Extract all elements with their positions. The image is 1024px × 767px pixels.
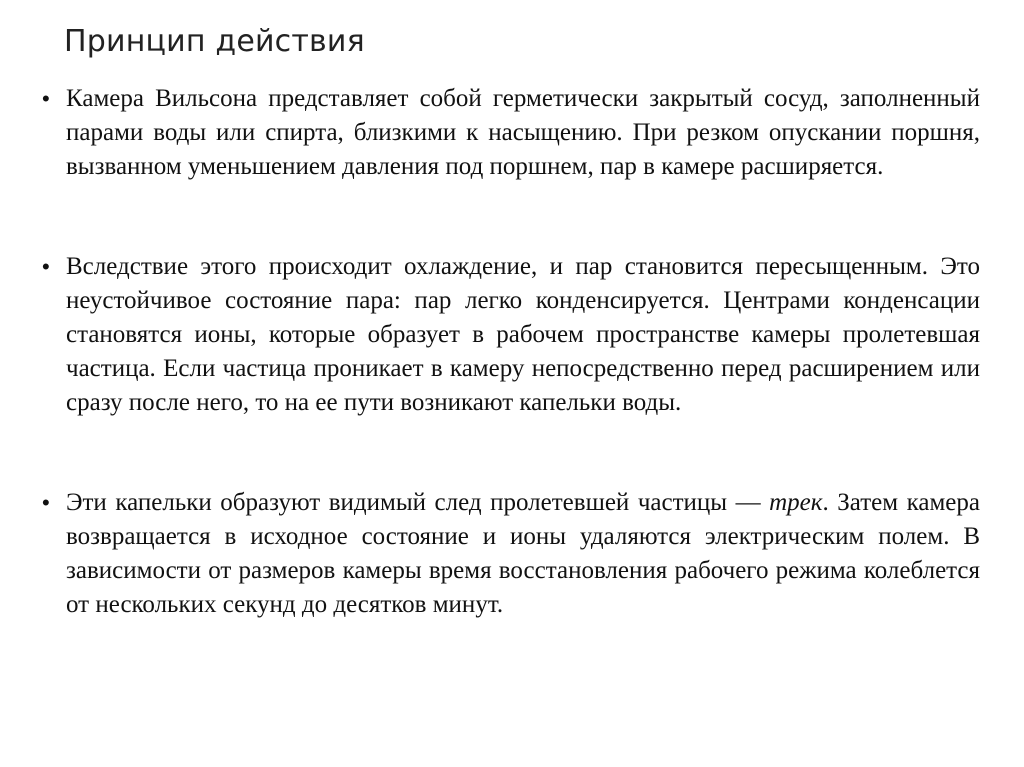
bullet-icon: •: [42, 254, 50, 279]
bullet-text-before: Эти капельки образуют видимый след пролетевшей частицы —: [66, 489, 770, 516]
bullet-item: [40, 82, 980, 184]
bullet-text-after: . Затем камера возвращается в исходное состояние и ионы удаляются электрическим полем. В зависимости от размеров камеры время восстановления рабочего режима колеблется от нескольких секунд до десятков минут.: [66, 489, 980, 618]
slide-title: Принцип действия: [64, 24, 365, 59]
italic-term: трек: [769, 489, 823, 516]
bullet-item: [40, 486, 980, 622]
bullet-text: Вследствие этого происходит охлаждение, и пар становится пересыщенным. Это неустойчивое состояние пара: пар легко конденсируется. Центрами конденсации становятся ионы, которые образует в рабочем пространстве камеры пролетевшая частица. Если частица проникает в камеру непосредственно перед расширением или сразу после него, то на ее пути возникают капельки воды.: [66, 253, 980, 416]
bullet-icon: •: [42, 86, 50, 111]
bullet-item: [40, 250, 980, 420]
bullet-icon: •: [42, 490, 50, 515]
bullet-text: Камера Вильсона представляет собой герметически закрытый сосуд, заполненный парами воды или спирта, близкими к насыщению. При резком опускании поршня, вызванном уменьшением давления под поршнем, пар в камере расширяется.: [66, 85, 980, 180]
bullet-list: [40, 82, 980, 622]
